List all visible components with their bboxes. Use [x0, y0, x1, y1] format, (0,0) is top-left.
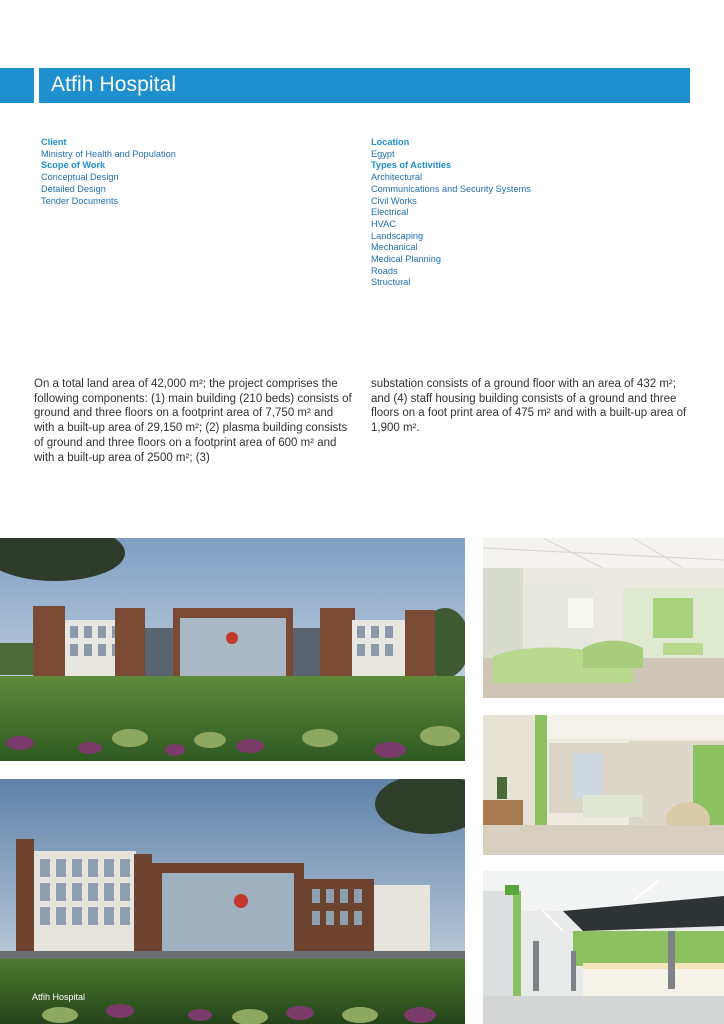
location-label: Location: [371, 137, 410, 147]
title-band: [39, 68, 690, 103]
project-info-left: [41, 137, 341, 207]
activity-item: Landscaping: [371, 230, 424, 241]
interior-render-patient-room: [483, 715, 724, 855]
scope-item: Conceptual Design: [41, 172, 119, 183]
activity-item: Civil Works: [371, 195, 417, 206]
project-info-right: [371, 137, 691, 289]
scope-item: Detailed Design: [41, 183, 106, 194]
client-label: Client: [41, 137, 67, 147]
location-value: Egypt: [371, 148, 395, 159]
activities-label: Types of Activities: [371, 160, 452, 171]
description-right: substation consists of a ground floor with an area of 432 m²; and (4) staff housing building consists of a ground and three floors on a foot print area of 475 m² and with a built-up area of 1,900 m².: [371, 378, 687, 435]
scope-item: Tender Documents: [41, 195, 119, 206]
activity-item: Architectural: [371, 172, 423, 183]
page-title: Atfih Hospital: [51, 73, 177, 96]
scope-label: Scope of Work: [41, 160, 106, 171]
exterior-render-side: [0, 779, 465, 1024]
description-left: On a total land area of 42,000 m²; the project comprises the following components: (1) main building (210 beds) consists of ground and three floors on a footprint area of 7,750 m² and with a built-up area of 29,150 m²; (2) plasma building consists of ground and three floors on a footprint area of 600 m² and with a built-up area of 2500 m²; (3): [34, 378, 352, 464]
activity-item: HVAC: [371, 218, 396, 229]
activity-item: Communications and Security Systems: [371, 183, 531, 194]
activity-item: Mechanical: [371, 242, 418, 253]
activity-item: Electrical: [371, 207, 409, 218]
client-value: Ministry of Health and Population: [41, 148, 176, 159]
interior-render-reception: [483, 871, 724, 1024]
photo-caption: Atfih Hospital: [32, 992, 86, 1002]
activity-item: Roads: [371, 265, 398, 276]
exterior-render-front: [0, 538, 465, 761]
activity-item: Medical Planning: [371, 254, 441, 265]
title-band-accent: [0, 68, 34, 103]
interior-render-ward: [483, 538, 724, 698]
activity-item: Structural: [371, 277, 411, 288]
